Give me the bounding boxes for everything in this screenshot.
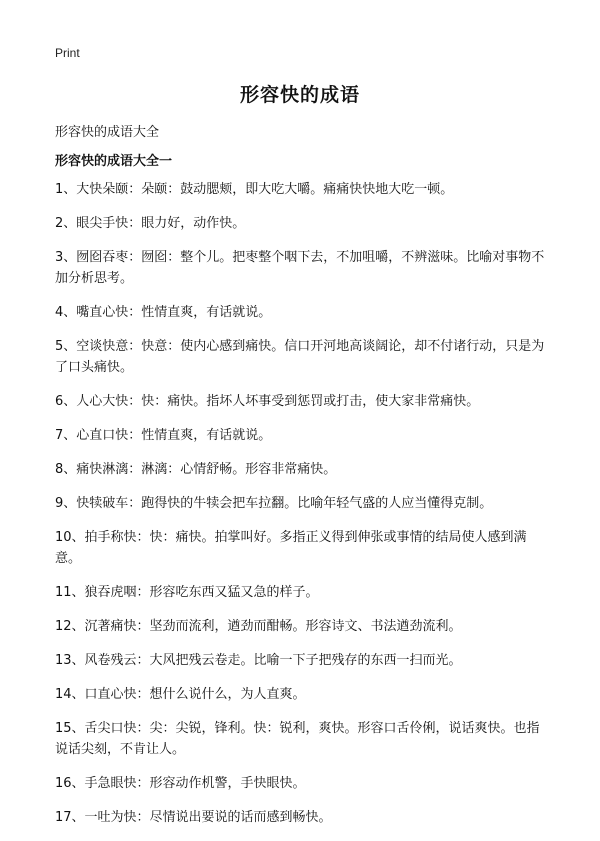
idiom-item-16: 16、手急眼快：形容动作机警，手快眼快。	[55, 776, 306, 791]
idiom-item-3: 3、囫囵吞枣：囫囵：整个儿。把枣整个咽下去，不加咀嚼，不辨滋味。比喻对事物不加分析思考。	[55, 250, 545, 286]
idiom-item-6: 6、人心大快：快：痛快。指坏人坏事受到惩罚或打击，使大家非常痛快。	[55, 394, 480, 409]
idiom-item-1: 1、大快朵颐：朵颐：鼓动腮颊，即大吃大嚼。痛痛快快地大吃一顿。	[55, 182, 454, 197]
idiom-item-15: 15、舌尖口快：尖：尖锐，锋利。快：锐利，爽快。形容口舌伶俐，说话爽快。也指说话尖刻，不肯让人。	[55, 721, 540, 757]
idiom-item-9: 9、快犊破车：跑得快的牛犊会把车拉翻。比喻年轻气盛的人应当懂得克制。	[55, 496, 493, 511]
idiom-item-14: 14、口直心快：想什么说什么，为人直爽。	[55, 687, 306, 702]
idiom-item-10: 10、拍手称快：快：痛快。拍掌叫好。多指正义得到伸张或事情的结局使人感到满意。	[55, 530, 527, 566]
idiom-item-12: 12、沉著痛快：坚劲而流利，遒劲而酣畅。形容诗文、书法遒劲流利。	[55, 619, 462, 634]
idiom-item-17: 17、一吐为快：尽情说出要说的话而感到畅快。	[55, 810, 332, 825]
idiom-list	[55, 179, 550, 841]
idiom-item-2: 2、眼尖手快：眼力好，动作快。	[55, 216, 246, 231]
print-link[interactable]: Print	[55, 46, 80, 60]
idiom-item-11: 11、狼吞虎咽：形容吃东西又猛又急的样子。	[55, 585, 319, 600]
page-title: 形容快的成语	[239, 84, 360, 106]
idiom-item-5: 5、空谈快意：快意：使内心感到痛快。信口开河地高谈阔论，却不付诸行动，只是为了口头痛快。	[55, 339, 545, 375]
section-heading: 形容快的成语大全一	[55, 154, 173, 169]
idiom-item-8: 8、痛快淋漓：淋漓：心情舒畅。形容非常痛快。	[55, 462, 337, 477]
document-subtitle: 形容快的成语大全	[55, 125, 160, 140]
idiom-item-13: 13、风卷残云：大风把残云卷走。比喻一下子把残存的东西一扫而光。	[55, 653, 462, 668]
idiom-item-4: 4、嘴直心快：性情直爽，有话就说。	[55, 305, 272, 320]
idiom-item-7: 7、心直口快：性情直爽，有话就说。	[55, 428, 272, 443]
